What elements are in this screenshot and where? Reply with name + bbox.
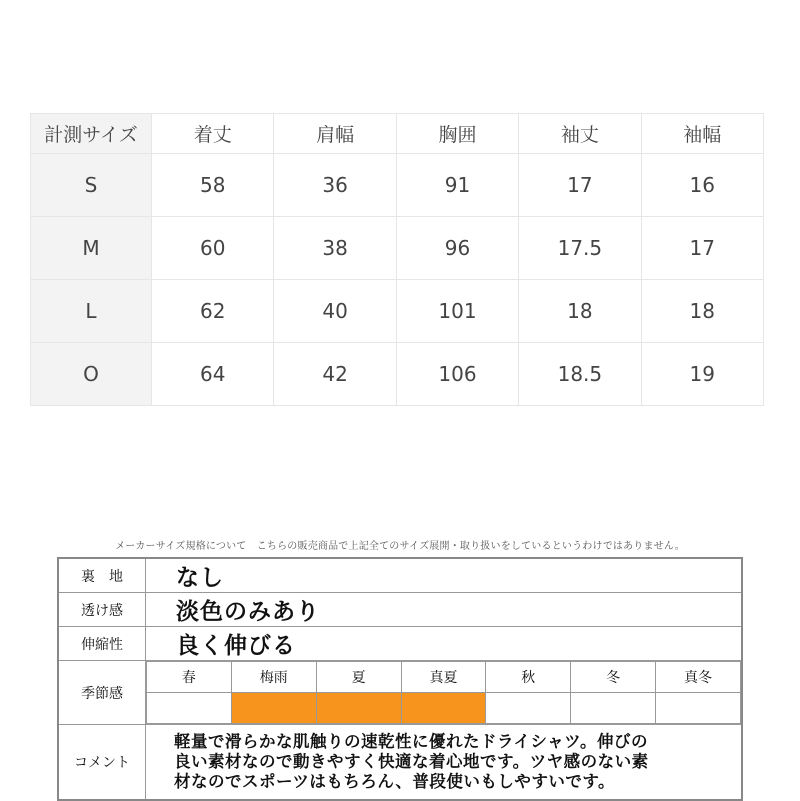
season-indicator-row: [147, 693, 741, 724]
season-name: 真夏: [401, 662, 486, 693]
size-cell: 106: [396, 343, 518, 406]
size-cell: 64: [152, 343, 274, 406]
season-indicator: [147, 693, 232, 724]
size-chart-header-row: [31, 114, 764, 154]
stretch-label: 伸縮性: [58, 627, 146, 661]
size-standard-note: メーカーサイズ規格について こちらの販売商品で上記全てのサイズ展開・取り扱いをしているというわけではありません。: [115, 541, 685, 552]
season-name: 夏: [316, 662, 401, 693]
season-name: 冬: [571, 662, 656, 693]
size-cell: 96: [396, 217, 518, 280]
size-cell: 18: [641, 280, 763, 343]
column-header-sleeve-length: 袖丈: [519, 114, 641, 154]
column-header-shoulder: 肩幅: [274, 114, 396, 154]
size-cell: 62: [152, 280, 274, 343]
size-row-o: [31, 343, 764, 406]
size-cell: 40: [274, 280, 396, 343]
season-grid: [146, 661, 741, 724]
column-header-sleeve-width: 袖幅: [641, 114, 763, 154]
season-indicator: [571, 693, 656, 724]
spec-row-lining: [58, 558, 742, 593]
column-header-length: 着丈: [152, 114, 274, 154]
column-header-chest: 胸囲: [396, 114, 518, 154]
season-indicator: [316, 693, 401, 724]
season-name: 秋: [486, 662, 571, 693]
comment-text: [146, 725, 743, 801]
stretch-value: 良く伸びる: [146, 627, 743, 661]
size-label: M: [31, 217, 152, 280]
size-label: S: [31, 154, 152, 217]
lining-value: なし: [146, 558, 743, 593]
comment-label: コメント: [58, 725, 146, 801]
size-row-s: [31, 154, 764, 217]
sheerness-label: 透け感: [58, 593, 146, 627]
size-cell: 38: [274, 217, 396, 280]
size-row-m: [31, 217, 764, 280]
season-label: 季節感: [58, 661, 146, 725]
size-cell: 18.5: [519, 343, 641, 406]
lining-label: 裏 地: [58, 558, 146, 593]
size-cell: 58: [152, 154, 274, 217]
season-indicator: [656, 693, 741, 724]
season-name: 真冬: [656, 662, 741, 693]
size-label: L: [31, 280, 152, 343]
season-indicator: [486, 693, 571, 724]
size-chart-table: [30, 113, 764, 406]
comment-line: 良い素材なので動きやすく快適な着心地です。ツヤ感のない素: [174, 752, 649, 771]
season-name: 春: [147, 662, 232, 693]
fabric-spec-table: [57, 557, 743, 801]
season-grid-cell: [146, 661, 743, 725]
size-cell: 60: [152, 217, 274, 280]
size-label: O: [31, 343, 152, 406]
season-name: 梅雨: [231, 662, 316, 693]
size-cell: 19: [641, 343, 763, 406]
size-cell: 101: [396, 280, 518, 343]
comment-line: 軽量で滑らかな肌触りの速乾性に優れたドライシャツ。伸びの: [174, 732, 649, 751]
comment-line: 材なのでスポーツはもちろん、普段使いもしやすいです。: [174, 772, 616, 791]
size-cell: 18: [519, 280, 641, 343]
size-cell: 16: [641, 154, 763, 217]
spec-row-season: [58, 661, 742, 725]
size-cell: 17: [641, 217, 763, 280]
size-cell: 17: [519, 154, 641, 217]
size-row-l: [31, 280, 764, 343]
size-cell: 17.5: [519, 217, 641, 280]
season-name-row: [147, 662, 741, 693]
size-cell: 42: [274, 343, 396, 406]
sheerness-value: 淡色のみあり: [146, 593, 743, 627]
spec-row-sheerness: [58, 593, 742, 627]
spec-row-comment: [58, 725, 742, 801]
spec-row-stretch: [58, 627, 742, 661]
size-cell: 36: [274, 154, 396, 217]
size-cell: 91: [396, 154, 518, 217]
season-indicator: [401, 693, 486, 724]
season-indicator: [231, 693, 316, 724]
size-chart-corner-label: 計測サイズ: [31, 114, 152, 154]
